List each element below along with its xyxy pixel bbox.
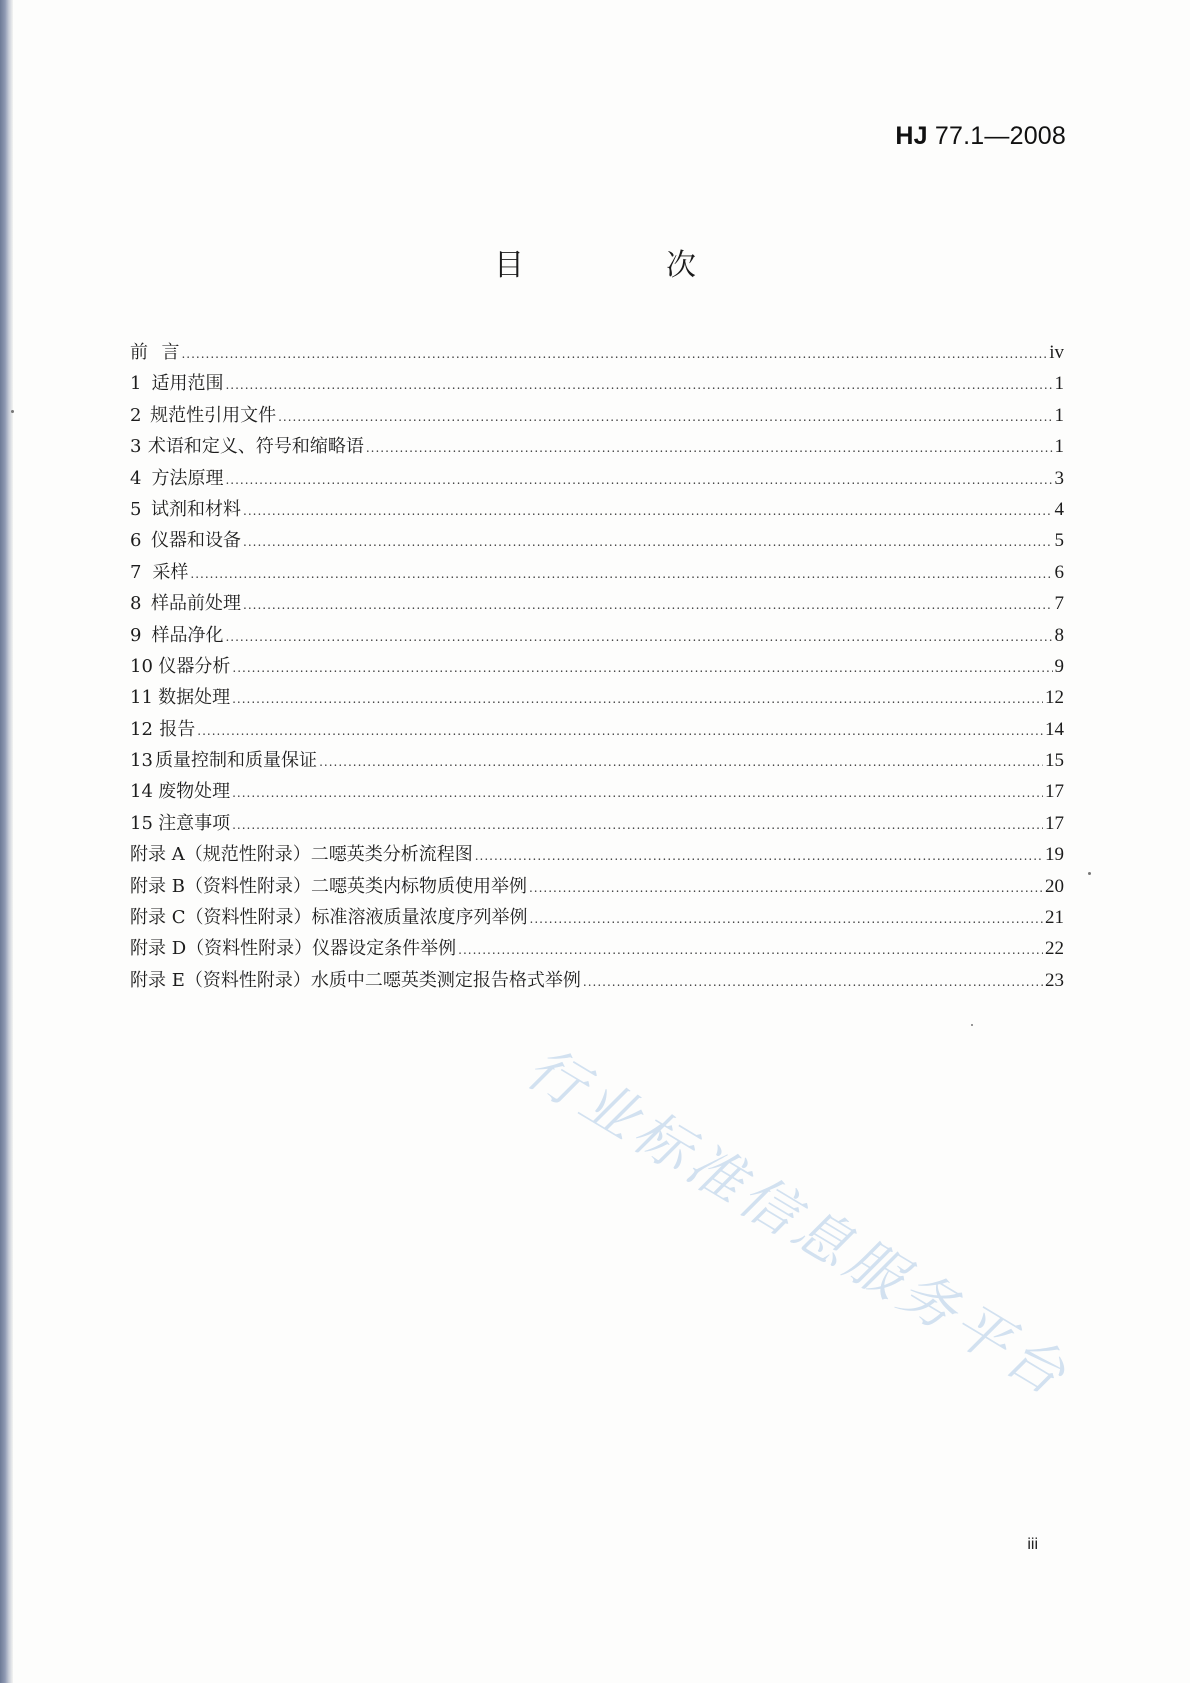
toc-entry [130, 934, 1064, 965]
toc-entry-label: 仪器分析 [158, 655, 231, 677]
scan-speck [11, 410, 14, 413]
toc-entry-page: 17 [1045, 812, 1064, 834]
toc-entry-label: 术语和定义、符号和缩略语 [147, 436, 364, 458]
toc-leader-dots [243, 535, 1052, 549]
toc-entry-page: 15 [1045, 750, 1064, 772]
toc-entry-page: 4 [1054, 498, 1064, 520]
toc-entry [130, 589, 1064, 620]
watermark: 行业标准信息服务平台 [515, 1035, 1081, 1411]
toc-entry [130, 777, 1064, 808]
toc-entry-label: 二噁英类内标物质使用举例 [310, 875, 527, 897]
toc-entry-label: 试剂和材料 [151, 498, 242, 520]
toc-entry [130, 872, 1064, 903]
toc-entry [130, 401, 1064, 432]
toc-leader-dots [278, 410, 1052, 424]
toc-entry-page: 19 [1045, 844, 1064, 866]
toc-entry-number: 附录 D（资料性附录） [130, 938, 313, 960]
toc-entry [130, 621, 1064, 652]
toc-entry [130, 369, 1064, 400]
toc-entry-label: 样品前处理 [151, 593, 242, 615]
toc-entry [130, 652, 1064, 683]
toc-entry [130, 903, 1064, 934]
toc-entry-label: 注意事项 [158, 812, 231, 834]
toc-entry-number: 5 [130, 498, 142, 520]
toc-entry-label: 规范性引用文件 [150, 404, 277, 426]
toc-entry-page: 1 [1054, 373, 1064, 395]
standard-code [895, 122, 1066, 151]
toc-leader-dots [243, 598, 1052, 612]
toc-entry-label: 仪器设定条件举例 [312, 938, 457, 960]
toc-entry [130, 526, 1064, 557]
toc-leader-dots [197, 724, 1043, 738]
toc-entry [130, 746, 1064, 777]
toc-entry-number: 8 [130, 593, 142, 615]
toc-entry [130, 558, 1064, 589]
toc-entry-number: 4 [130, 467, 142, 489]
toc-entry-label: 数据处理 [158, 687, 231, 709]
toc-leader-dots [475, 849, 1043, 863]
toc-entry [130, 683, 1064, 714]
toc-entry-page: 7 [1054, 593, 1064, 615]
page-number: iii [1027, 1536, 1038, 1553]
toc-entry-label: 仪器和设备 [151, 530, 242, 552]
toc-entry-number: 12 [130, 718, 153, 740]
toc-entry-label: 方法原理 [151, 467, 224, 489]
toc-entry-page: 1 [1054, 404, 1064, 426]
toc-entry [130, 715, 1064, 746]
toc-entry-label: 二噁英类分析流程图 [310, 844, 473, 866]
toc-entry-page: 17 [1045, 781, 1064, 803]
table-of-contents [130, 338, 1064, 997]
toc-leader-dots [243, 504, 1052, 518]
toc-entry-number: 10 [130, 655, 153, 677]
toc-leader-dots [458, 943, 1043, 957]
standard-code-number: 77.1—2008 [927, 122, 1066, 150]
toc-entry [130, 338, 1064, 369]
toc-entry-label: 报告 [159, 718, 196, 740]
standard-code-prefix: HJ [895, 122, 928, 150]
toc-entry [130, 809, 1064, 840]
toc-leader-dots [232, 786, 1043, 800]
toc-entry-label: 质量控制和质量保证 [155, 750, 318, 772]
toc-entry [130, 464, 1064, 495]
toc-leader-dots [232, 818, 1043, 832]
toc-leader-dots [232, 661, 1052, 675]
toc-entry [130, 840, 1064, 871]
toc-entry-page: 14 [1045, 718, 1064, 740]
toc-entry-page: 9 [1054, 655, 1064, 677]
toc-leader-dots [225, 473, 1052, 487]
toc-entry-page: 1 [1054, 436, 1064, 458]
toc-leader-dots [583, 975, 1043, 989]
toc-leader-dots [181, 347, 1047, 361]
toc-leader-dots [529, 881, 1043, 895]
toc-entry-label: 标准溶液质量浓度序列举例 [311, 907, 528, 929]
toc-entry-page: 6 [1054, 561, 1064, 583]
toc-title: 目 次 [494, 248, 752, 283]
toc-leader-dots [319, 755, 1043, 769]
toc-entry-number: 14 [130, 781, 153, 803]
toc-entry-page: 20 [1045, 875, 1064, 897]
toc-entry-number: 13 [130, 750, 153, 772]
toc-leader-dots [530, 912, 1044, 926]
toc-entry-number: 6 [130, 530, 142, 552]
toc-entry [130, 495, 1064, 526]
toc-entry-page: 8 [1054, 624, 1064, 646]
toc-entry-number: 附录 C（资料性附录） [130, 907, 312, 929]
toc-entry-label: 水质中二噁英类测定报告格式举例 [310, 969, 581, 991]
scan-speck [971, 1024, 973, 1026]
toc-entry-number: 附录 E（资料性附录） [130, 969, 311, 991]
toc-entry-number: 附录 B（资料性附录） [130, 875, 311, 897]
toc-entry-number: 11 [130, 687, 153, 709]
toc-leader-dots [225, 378, 1052, 392]
toc-entry [130, 966, 1064, 997]
toc-entry-number: 3 [130, 436, 142, 458]
toc-entry-label: 适用范围 [151, 373, 224, 395]
toc-entry [130, 432, 1064, 463]
toc-leader-dots [190, 567, 1052, 581]
toc-entry-number: 前 [130, 342, 148, 363]
toc-entry-page: iv [1049, 342, 1064, 363]
toc-leader-dots [225, 630, 1052, 644]
toc-entry-number: 1 [130, 373, 142, 395]
scan-speck [1088, 872, 1091, 875]
toc-entry-number: 15 [130, 812, 153, 834]
toc-entry-page: 12 [1045, 687, 1064, 709]
toc-entry-page: 23 [1045, 969, 1064, 991]
toc-entry-label: 废物处理 [158, 781, 231, 803]
toc-entry-number: 附录 A（规范性附录） [130, 844, 311, 866]
toc-entry-page: 21 [1045, 907, 1064, 929]
toc-entry-page: 5 [1054, 530, 1064, 552]
toc-entry-label: 言 [161, 342, 180, 363]
toc-entry-label: 样品净化 [151, 624, 224, 646]
toc-leader-dots [232, 692, 1043, 706]
toc-entry-number: 7 [130, 561, 142, 583]
toc-entry-label: 采样 [152, 561, 189, 583]
toc-entry-number: 9 [130, 624, 142, 646]
toc-entry-page: 3 [1054, 467, 1064, 489]
toc-leader-dots [366, 441, 1053, 455]
toc-entry-number: 2 [130, 404, 142, 426]
toc-entry-page: 22 [1045, 938, 1064, 960]
